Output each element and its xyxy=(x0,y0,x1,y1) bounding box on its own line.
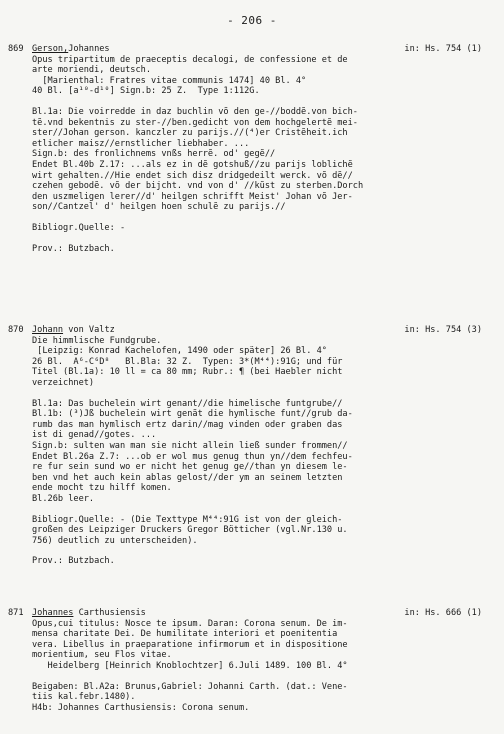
text-line: Die himmlische Fundgrube. xyxy=(32,335,162,346)
text-line: re fur sein sund wo er nicht het genug ge//than yn diesem le- xyxy=(32,462,348,473)
text-line: wirt gehalten.//Hie endet sich disz dridgedeilt werck. võ dẽ// xyxy=(32,170,353,181)
spacer xyxy=(32,672,482,682)
text-line: son//Cantzel' d' heilgen hoen schulẽ zu parijs.// xyxy=(32,202,286,213)
entry-number: 869 xyxy=(8,44,24,54)
author-given-name: Carthusiensis xyxy=(73,608,146,618)
text-line: 40 Bl. [a¹⁰-d¹⁰] Sign.b: 25 Z. Type 1:112G. xyxy=(32,86,260,97)
text-line: vera. Libellus in praeparatione infirmorum et in dispositione xyxy=(32,639,348,650)
text-line: Bibliogr.Quelle: - (Die Texttype M⁴⁴:91G ist von der gleich- xyxy=(32,514,343,525)
author-given-name: von Valtz xyxy=(63,325,115,335)
text-line: tẽ.vnd bekentnis zu ster-//ben.gedicht von dem hochgelertẽ mei- xyxy=(32,117,358,128)
text-line: ende mocht tzu hilff komen. xyxy=(32,483,172,494)
entry-body xyxy=(32,619,482,714)
text-line: tiis kal.febr.1480). xyxy=(32,692,136,703)
text-line: Titel (Bl.1a): 10 ll = ca 80 mm; Rubr.: ¶ (bei Haebler nicht xyxy=(32,367,343,378)
author-name: Johann xyxy=(32,325,64,335)
spacer xyxy=(32,213,482,223)
text-line: Sign.b: sulten wan man sie nicht allein ließ sunder frommen// xyxy=(32,440,348,451)
entry-author xyxy=(32,608,146,619)
spacer xyxy=(32,546,482,556)
text-line: Beigaben: Bl.A2a: Brunus,Gabriel: Johanni Carth. (dat.: Vene- xyxy=(32,681,348,692)
entry-number: 870 xyxy=(8,325,24,335)
entry-heading xyxy=(32,325,482,336)
spacer xyxy=(32,234,482,244)
catalog-entry-869 xyxy=(8,44,482,254)
text-line: ben vnd het auch kein ablas gelost//der ym an seinem letzten xyxy=(32,472,343,483)
text-line: Prov.: Butzbach. xyxy=(32,556,115,567)
entry-body xyxy=(32,336,482,567)
text-line: 26 Bl. A⁶-C⁶D⁸ Bl.Bla: 32 Z. Typen: 3*(M⁴⁴):91G; und für xyxy=(32,356,343,367)
spacer xyxy=(32,505,482,515)
text-line: rumb das man hymlisch ertz darin//mag vinden oder graben das xyxy=(32,419,343,430)
entry-body xyxy=(32,55,482,255)
text-line: Bl.1a: Das buchelein wirt genant//die himelische funtgrube// xyxy=(32,398,343,409)
author-name: Gerson, xyxy=(32,44,69,54)
entry-number: 871 xyxy=(8,608,24,618)
text-line: arte moriendi, deutsch. xyxy=(32,65,151,76)
text-line: etlicher maisz//ernstlicher liebhaber. ... xyxy=(32,138,250,149)
entry-heading xyxy=(32,608,482,619)
text-line: [Marienthal: Fratres vitae communis 1474] 40 Bl. 4° xyxy=(32,75,307,86)
text-line: Bl.26b leer. xyxy=(32,493,95,504)
text-line: Opus,cui titulus: Nosce te ipsum. Daran: Corona senum. De im- xyxy=(32,618,348,629)
entry-heading xyxy=(32,44,482,55)
text-line: 756) deutlich zu unterscheiden). xyxy=(32,535,198,546)
text-line: Sign.b: des fronlichnems vnßs herrẽ. od' gegẽ// xyxy=(32,149,276,160)
text-line: Bibliogr.Quelle: - xyxy=(32,222,126,233)
text-line: Prov.: Butzbach. xyxy=(32,243,115,254)
text-line: Endet Bl.40b Z.17: ...als ez in dẽ gotshuß//zu parijs loblichẽ xyxy=(32,159,353,170)
entry-author xyxy=(32,325,115,336)
text-line: den uszmeligen lerer//d' heilgen schrifft Meist' Johan võ Jer- xyxy=(32,191,353,202)
catalog-entry-871 xyxy=(8,608,482,713)
text-line: [Leipzig: Konrad Kachelofen, 1490 oder später] 26 Bl. 4° xyxy=(32,346,327,357)
author-given-name: Johannes xyxy=(68,44,110,54)
page-number: - 206 - xyxy=(227,14,277,27)
shelfmark: in: Hs. 754 (1) xyxy=(404,44,482,54)
text-line: verzeichnet) xyxy=(32,377,95,388)
spacer xyxy=(32,97,482,107)
text-line: Opus tripartitum de praeceptis decalogi, de confessione et de xyxy=(32,54,348,65)
text-line: czehen gebodẽ. võ der bijcht. vnd von d' //kũst zu sterben.Dorch xyxy=(32,181,364,192)
shelfmark: in: Hs. 666 (1) xyxy=(404,608,482,618)
text-line: Endet Bl.26a Z.7: ...ob er wol mus genug thun yn//dem fechfeu- xyxy=(32,451,353,462)
text-line: Bl.1a: Die voirredde in daz buchlin võ den ge-//boddẽ.von bich- xyxy=(32,106,358,117)
text-line: mensa charitate Dei. De humilitate interiori et poenitentia xyxy=(32,629,338,640)
text-line: Heidelberg [Heinrich Knoblochtzer] 6.Juli 1489. 100 Bl. 4° xyxy=(32,660,348,671)
shelfmark: in: Hs. 754 (3) xyxy=(404,325,482,335)
text-line: morientium, seu Flos vitae. xyxy=(32,650,172,661)
spacer xyxy=(32,389,482,399)
text-line: Bl.1b: (³)Jß buchelein wirt genãt die hymlische funt//grub da- xyxy=(32,409,353,420)
author-name: Johannes xyxy=(32,608,74,618)
entry-author xyxy=(32,44,110,55)
text-line: großen des Leipziger Druckers Gregor Bötticher (vgl.Nr.130 u. xyxy=(32,525,348,536)
catalog-entry-870 xyxy=(8,325,482,567)
text-line: ist di genad//gotes. ... xyxy=(32,430,157,441)
text-line: ster//Johan gerson. kanczler zu parijs.//(⁴)er Cristẽheit.ich xyxy=(32,128,348,139)
text-line: H4b: Johannes Carthusiensis: Corona senum. xyxy=(32,702,250,713)
